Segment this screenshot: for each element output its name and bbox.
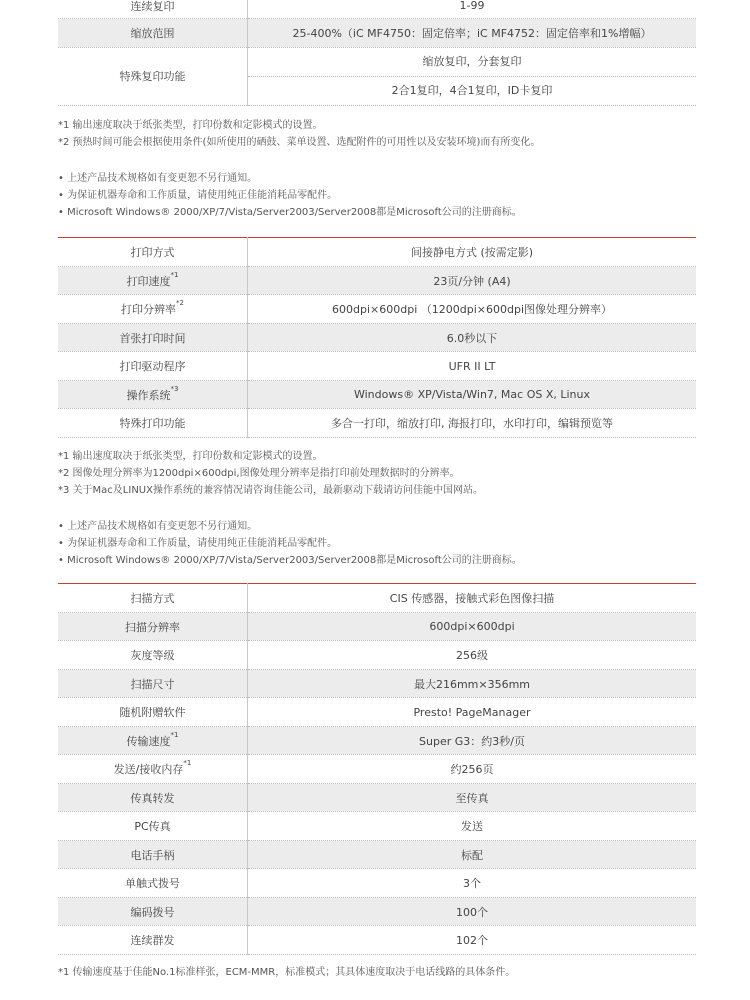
spec-value: 间接静电方式 (按需定影) <box>248 238 697 267</box>
spec-value: Super G3：约3秒/页 <box>248 727 697 755</box>
spec-label: 传真转发 <box>58 784 248 812</box>
spec-value: UFR II LT <box>248 352 697 381</box>
spec-label: 编码拨号 <box>58 898 248 926</box>
table-row <box>58 47 696 105</box>
disclaimer-print <box>58 518 522 569</box>
footnote: *2 图像处理分辨率为1200dpi×600dpi,图像处理分辨率是指打印前处理数据时的分辨率。 <box>58 468 460 479</box>
disclaimer-line: • Microsoft Windows® 2000/XP/7/Vista/Server2003/Server2008都是Microsoft公司的注册商标。 <box>58 555 522 566</box>
spec-value: 发送 <box>248 812 697 841</box>
table-row <box>58 670 696 698</box>
table-row <box>58 869 696 898</box>
footnote: *2 预热时间可能会根据使用条件(如所使用的硒鼓、菜单设置、选配附件的可用性以及安装环境)而有所变化。 <box>58 137 541 148</box>
spec-label: 发送/接收内存$^{*1}$ <box>58 755 248 784</box>
spec-value: 100个 <box>248 898 697 926</box>
copy-spec-table <box>58 0 696 106</box>
table-row <box>58 0 696 18</box>
spec-label: 打印驱动程序 <box>58 352 248 381</box>
spec-label: 打印分辨率$^{*2}$ <box>58 295 248 324</box>
spec-label: 扫描尺寸 <box>58 670 248 698</box>
table-row <box>58 238 696 267</box>
table-row <box>58 584 696 613</box>
spec-label: 连续群发 <box>58 926 248 955</box>
spec-label: 扫描方式 <box>58 584 248 613</box>
table-row <box>58 18 696 47</box>
spec-label: 随机附赠软件 <box>58 698 248 727</box>
spec-value: 25-400%（iC MF4750：固定倍率；iC MF4752：固定倍率和1%增幅） <box>248 18 697 47</box>
spec-value <box>248 47 697 105</box>
table-row <box>58 613 696 641</box>
scan-fax-spec-table <box>58 583 696 955</box>
spec-value: Presto! PageManager <box>248 698 697 727</box>
spec-value: 600dpi×600dpi （1200dpi×600dpi图像处理分辨率） <box>248 295 697 324</box>
table-row <box>58 755 696 784</box>
spec-label: 打印速度$^{*1}$ <box>58 267 248 295</box>
disclaimer-copy <box>58 170 522 221</box>
spec-value: CIS 传感器，接触式彩色图像扫描 <box>248 584 697 613</box>
footnote: *1 传输速度基于佳能No.1标准样张，ECM-MMR，标准模式；其具体速度取决于电话线路的具体条件。 <box>58 967 516 978</box>
spec-label: 特殊复印功能 <box>58 47 248 105</box>
footnote: *3 关于Mac及LINUX操作系统的兼容情况请咨询佳能公司，最新驱动下载请访问佳能中国网站。 <box>58 485 483 496</box>
spec-label: 打印方式 <box>58 238 248 267</box>
spec-value: 600dpi×600dpi <box>248 613 697 641</box>
table-row <box>58 324 696 352</box>
spec-value: 至传真 <box>248 784 697 812</box>
spec-value: 102个 <box>248 926 697 955</box>
footnotes-fax <box>58 964 515 981</box>
footnotes-copy <box>58 117 540 151</box>
table-row <box>58 727 696 755</box>
disclaimer-line: • 上述产品技术规格如有变更恕不另行通知。 <box>58 521 258 532</box>
table-row <box>58 698 696 727</box>
spec-label: 传输速度$^{*1}$ <box>58 727 248 755</box>
spec-label: 缩放范围 <box>58 18 248 47</box>
spec-label: 单触式拨号 <box>58 869 248 898</box>
table-row <box>58 812 696 841</box>
table-row <box>58 409 696 438</box>
footnote: *1 输出速度取决于纸张类型，打印份数和定影模式的设置。 <box>58 451 323 462</box>
footnote: *1 输出速度取决于纸张类型，打印份数和定影模式的设置。 <box>58 120 323 131</box>
spec-value: Windows® XP/Vista/Win7, Mac OS X, Linux <box>248 381 697 409</box>
footnotes-print <box>58 448 483 499</box>
table-row <box>58 641 696 670</box>
spec-value: 256级 <box>248 641 697 670</box>
spec-value-line: 缩放复印，分套复印 <box>422 54 522 68</box>
spec-label: 电话手柄 <box>58 841 248 869</box>
table-row <box>58 898 696 926</box>
table-row <box>58 841 696 869</box>
disclaimer-line: • 为保证机器寿命和工作质量，请使用纯正佳能消耗品零配件。 <box>58 538 338 549</box>
spec-label: PC传真 <box>58 812 248 841</box>
spec-value: 标配 <box>248 841 697 869</box>
table-row <box>58 926 696 955</box>
disclaimer-line: • Microsoft Windows® 2000/XP/7/Vista/Server2003/Server2008都是Microsoft公司的注册商标。 <box>58 207 522 218</box>
spec-label: 首张打印时间 <box>58 324 248 352</box>
spec-value: 3个 <box>248 869 697 898</box>
table-row <box>58 267 696 295</box>
table-row <box>58 381 696 409</box>
spec-value: 23页/分钟 (A4) <box>248 267 697 295</box>
disclaimer-line: • 为保证机器寿命和工作质量，请使用纯正佳能消耗品零配件。 <box>58 190 338 201</box>
spec-label: 操作系统$^{*3}$ <box>58 381 248 409</box>
spec-value: 6.0秒以下 <box>248 324 697 352</box>
spec-value: 1-99 <box>248 0 697 18</box>
table-row <box>58 352 696 381</box>
table-row <box>58 295 696 324</box>
spec-label: 特殊打印功能 <box>58 409 248 438</box>
spec-label: 扫描分辨率 <box>58 613 248 641</box>
spec-value: 最大216mm×356mm <box>248 670 697 698</box>
print-spec-table <box>58 237 696 438</box>
spec-value: 约256页 <box>248 755 697 784</box>
spec-label: 连续复印 <box>58 0 248 18</box>
table-row <box>58 784 696 812</box>
spec-value: 多合一打印，缩放打印, 海报打印，水印打印，编辑预览等 <box>248 409 697 438</box>
spec-value-line: 2合1复印，4合1复印，ID卡复印 <box>248 76 696 105</box>
spec-label: 灰度等级 <box>58 641 248 670</box>
disclaimer-line: • 上述产品技术规格如有变更恕不另行通知。 <box>58 173 258 184</box>
